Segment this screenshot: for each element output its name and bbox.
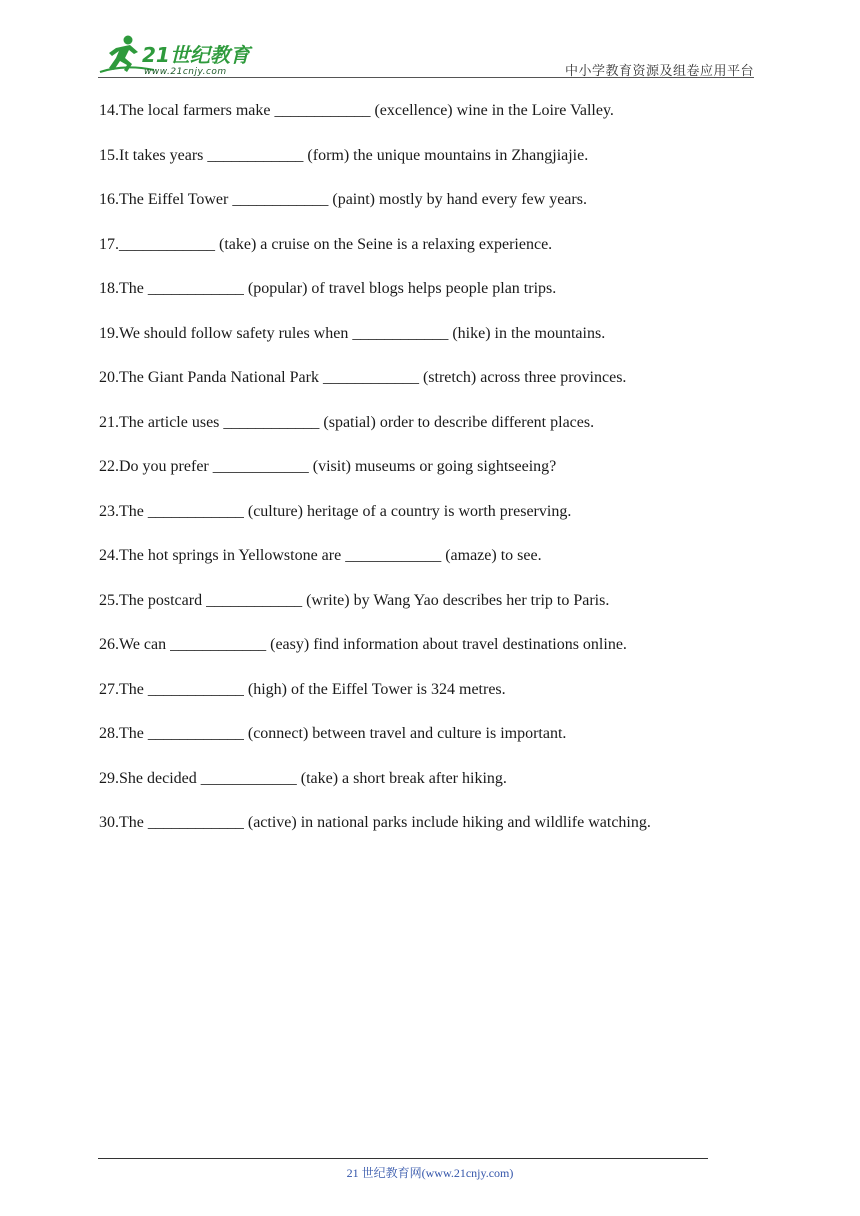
question-item: 19.We should follow safety rules when ____________ (hike) in the mountains. <box>99 324 606 342</box>
question-item: 14.The local farmers make ____________ (excellence) wine in the Loire Valley. <box>99 102 614 119</box>
footer <box>0 1164 860 1181</box>
question-item: 22.Do you prefer ____________ (visit) museums or going sightseeing? <box>99 458 557 475</box>
header-platform-text: 中小学教育资源及组卷应用平台 <box>564 64 754 79</box>
question-item: 18.The ____________ (popular) of travel blogs helps people plan trips. <box>99 280 557 297</box>
page-header <box>0 0 860 80</box>
question-list <box>99 101 779 858</box>
footer-divider <box>98 1158 708 1159</box>
question-item: 16.The Eiffel Tower ____________ (paint) mostly by hand every few years. <box>99 191 587 208</box>
question-item: 30.The ____________ (active) in national parks include hiking and wildlife watching. <box>99 814 651 831</box>
question-item: 24.The hot springs in Yellowstone are ____________ (amaze) to see. <box>99 547 542 564</box>
svg-text:21世纪教育: 21世纪教育 <box>142 43 250 67</box>
question-item: 23.The ____________ (culture) heritage of a country is worth preserving. <box>99 502 572 520</box>
question-item: 25.The postcard ____________ (write) by Wang Yao describes her trip to Paris. <box>99 591 610 609</box>
question-item: 15.It takes years ____________ (form) the unique mountains in Zhangjiajie. <box>99 146 589 164</box>
question-item: 20.The Giant Panda National Park ____________ (stretch) across three provinces. <box>99 369 627 386</box>
question-item: 21.The article uses ____________ (spatial) order to describe different places. <box>99 413 595 431</box>
question-item: 17.____________ (take) a cruise on the Seine is a relaxing experience. <box>99 235 553 253</box>
logo-icon <box>94 34 264 78</box>
question-item: 29.She decided ____________ (take) a short break after hiking. <box>99 769 507 787</box>
footer-link[interactable]: 21 世纪教育网(www.21cnjy.com) <box>346 1166 514 1180</box>
svg-text:www.21cnjy.com: www.21cnjy.com <box>144 67 227 77</box>
site-logo[interactable] <box>94 34 264 78</box>
header-divider <box>98 77 754 78</box>
question-item: 27.The ____________ (high) of the Eiffel Tower is 324 metres. <box>99 680 506 698</box>
question-item: 26.We can ____________ (easy) find information about travel destinations online. <box>99 636 627 653</box>
question-item: 28.The ____________ (connect) between travel and culture is important. <box>99 725 567 742</box>
